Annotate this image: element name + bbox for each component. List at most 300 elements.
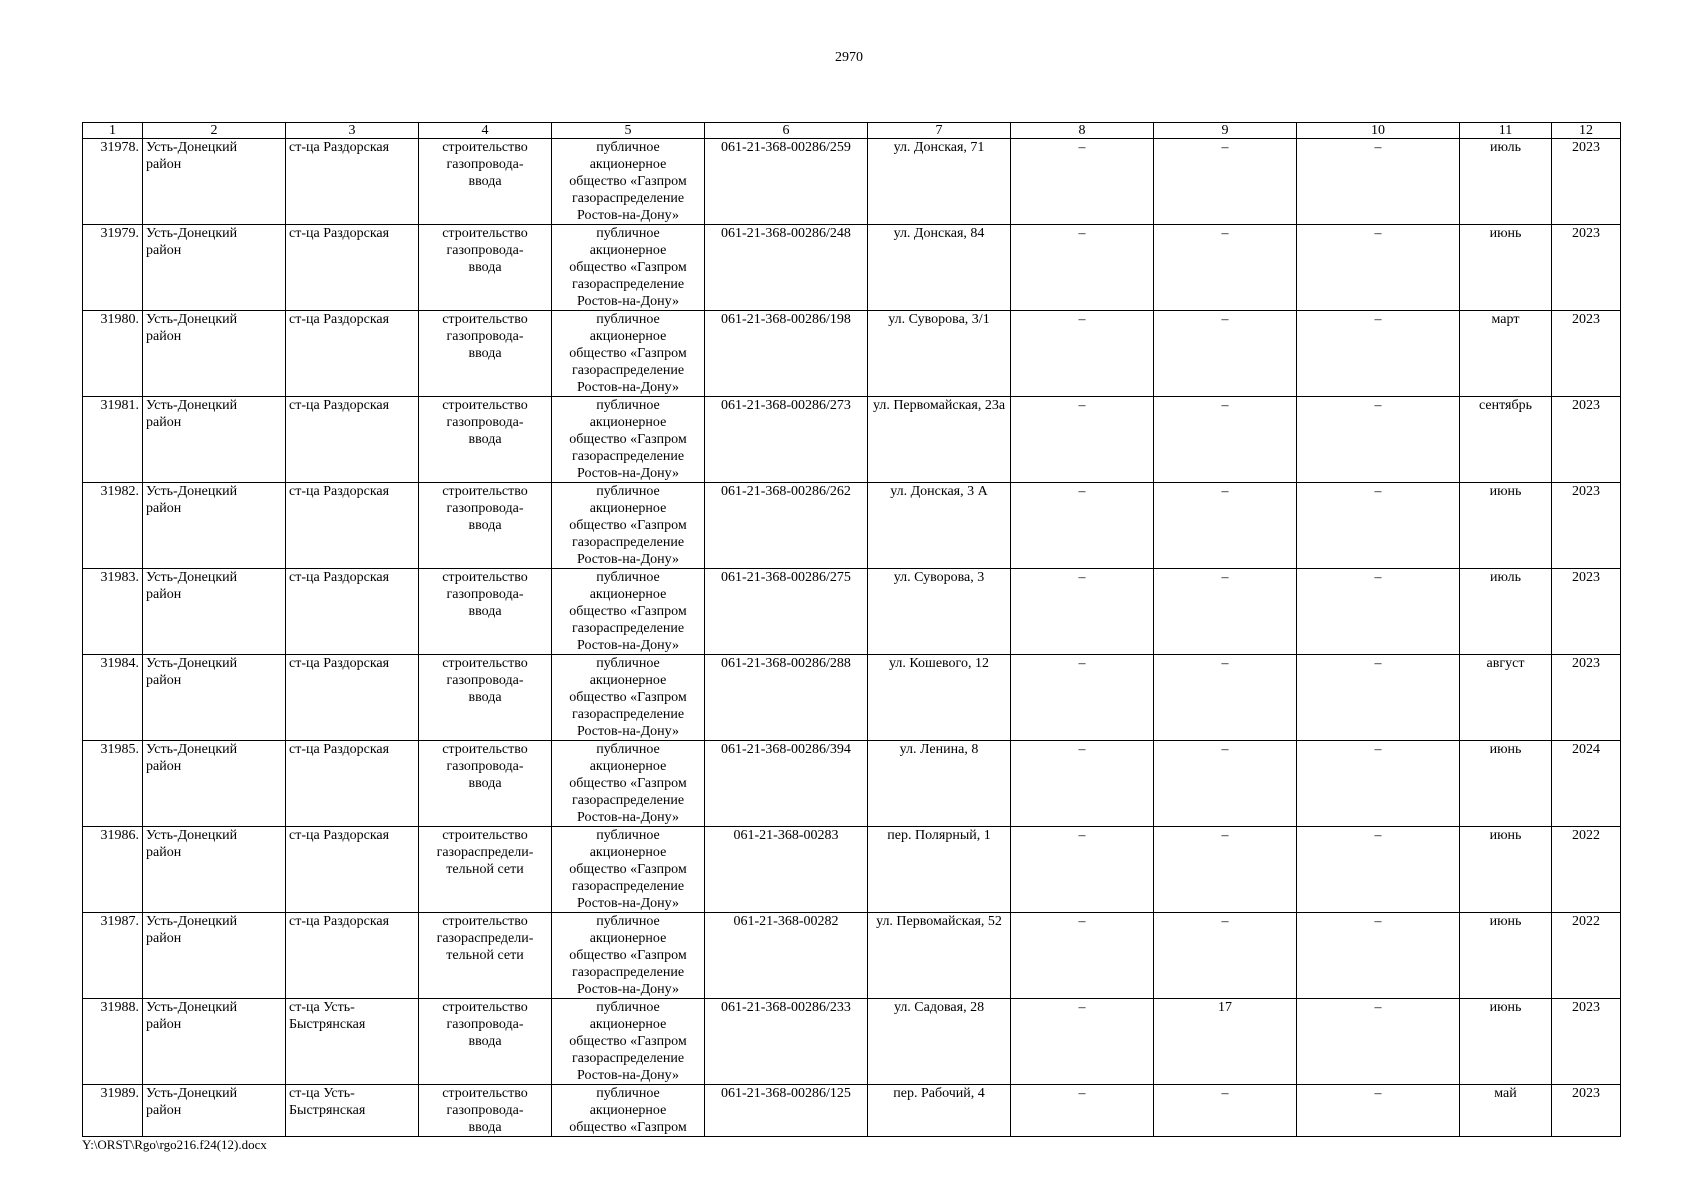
row-number-cell: 31981. [83,397,143,483]
work-type-cell-line: тельной сети [446,862,524,877]
organization-cell-line: газораспределение [571,277,685,292]
district-cell-line: район [146,587,182,602]
district-cell [143,225,286,311]
organization-cell-line: газораспределение [571,1051,685,1066]
organization-cell [552,569,705,655]
column-header: 5 [552,123,705,139]
district-cell [143,397,286,483]
organization-cell-line: Ростов-на-Дону» [577,810,679,825]
organization-cell-line: публичное [596,570,660,585]
address-cell: ул. Донская, 3 А [868,483,1011,569]
organization-cell [552,655,705,741]
column-8-cell: – [1011,397,1154,483]
settlement-cell [286,139,419,225]
district-cell [143,741,286,827]
organization-cell-line: общество «Газпром [569,346,687,361]
work-type-cell-line: строительство [442,1000,528,1015]
column-9-cell: – [1154,913,1297,999]
column-10-cell: – [1297,1085,1460,1137]
district-cell-line: район [146,329,182,344]
work-type-cell-line: строительство [442,828,528,843]
organization-cell-line: газораспределение [571,879,685,894]
object-code-cell: 061-21-368-00286/198 [705,311,868,397]
organization-cell-line: общество «Газпром [569,776,687,791]
column-8-cell: – [1011,483,1154,569]
column-8-cell: – [1011,225,1154,311]
year-cell: 2023 [1552,311,1621,397]
column-8-cell: – [1011,999,1154,1085]
settlement-cell-line: ст-ца Раздорская [289,226,390,241]
organization-cell-line: общество «Газпром [569,1120,687,1135]
row-number-cell: 31982. [83,483,143,569]
organization-cell-line: акционерное [589,673,667,688]
district-cell-line: Усть-Донецкий [146,656,238,671]
year-cell: 2023 [1552,569,1621,655]
footer-file-path: Y:\ORST\Rgo\rgo216.f24(12).docx [82,1137,267,1152]
settlement-cell-line: ст-ца Раздорская [289,140,390,155]
object-code-cell: 061-21-368-00286/275 [705,569,868,655]
work-type-cell [419,1085,552,1137]
column-header: 8 [1011,123,1154,139]
district-cell-line: Усть-Донецкий [146,312,238,327]
address-cell: пер. Рабочий, 4 [868,1085,1011,1137]
organization-cell-line: акционерное [589,329,667,344]
month-cell: июнь [1460,741,1552,827]
work-type-cell-line: строительство [442,656,528,671]
organization-cell [552,913,705,999]
object-code-cell: 061-21-368-00286/288 [705,655,868,741]
settlement-cell-line: ст-ца Раздорская [289,914,390,929]
row-number-cell: 31986. [83,827,143,913]
column-8-cell: – [1011,827,1154,913]
settlement-cell [286,569,419,655]
table-row [83,913,1621,999]
address-cell: ул. Суворова, 3/1 [868,311,1011,397]
month-cell: июнь [1460,225,1552,311]
year-cell: 2022 [1552,913,1621,999]
work-type-cell [419,397,552,483]
organization-cell-line: акционерное [589,931,667,946]
table-row [83,397,1621,483]
district-cell [143,311,286,397]
work-type-cell-line: ввода [468,346,502,361]
organization-cell-line: акционерное [589,759,667,774]
organization-cell [552,311,705,397]
column-10-cell: – [1297,311,1460,397]
work-type-cell-line: строительство [442,140,528,155]
work-type-cell-line: газопровода- [446,587,524,602]
row-number-cell: 31987. [83,913,143,999]
month-cell: июнь [1460,999,1552,1085]
settlement-cell [286,397,419,483]
work-type-cell [419,483,552,569]
organization-cell-line: акционерное [589,157,667,172]
object-code-cell: 061-21-368-00286/394 [705,741,868,827]
organization-cell [552,999,705,1085]
organization-cell-line: публичное [596,140,660,155]
address-cell: ул. Первомайская, 23а [868,397,1011,483]
work-type-cell-line: ввода [468,518,502,533]
organization-cell-line: акционерное [589,501,667,516]
work-type-cell-line: газораспредели- [436,845,534,860]
organization-cell-line: Ростов-на-Дону» [577,896,679,911]
address-cell: ул. Донская, 71 [868,139,1011,225]
district-cell-line: район [146,759,182,774]
work-type-cell-line: газопровода- [446,501,524,516]
column-header: 7 [868,123,1011,139]
organization-cell-line: газораспределение [571,621,685,636]
work-type-cell-line: строительство [442,398,528,413]
organization-cell-line: публичное [596,312,660,327]
registry-table [82,122,1621,1137]
work-type-cell-line: ввода [468,604,502,619]
organization-cell-line: общество «Газпром [569,1034,687,1049]
month-cell: июль [1460,569,1552,655]
work-type-cell [419,569,552,655]
organization-cell-line: акционерное [589,243,667,258]
month-cell: июль [1460,139,1552,225]
column-10-cell: – [1297,139,1460,225]
row-number-cell: 31989. [83,1085,143,1137]
work-type-cell-line: строительство [442,484,528,499]
organization-cell-line: Ростов-на-Дону» [577,380,679,395]
year-cell: 2023 [1552,1085,1621,1137]
month-cell: март [1460,311,1552,397]
column-9-cell: – [1154,225,1297,311]
district-cell-line: Усть-Донецкий [146,742,238,757]
column-header: 1 [83,123,143,139]
organization-cell-line: Ростов-на-Дону» [577,982,679,997]
column-10-cell: – [1297,827,1460,913]
district-cell-line: Усть-Донецкий [146,484,238,499]
address-cell: ул. Ленина, 8 [868,741,1011,827]
settlement-cell [286,913,419,999]
column-9-cell: 17 [1154,999,1297,1085]
district-cell-line: район [146,415,182,430]
district-cell-line: Усть-Донецкий [146,1000,238,1015]
district-cell [143,827,286,913]
column-9-cell: – [1154,139,1297,225]
work-type-cell-line: ввода [468,1120,502,1135]
work-type-cell-line: строительство [442,914,528,929]
district-cell-line: район [146,1017,182,1032]
work-type-cell-line: строительство [442,742,528,757]
organization-cell-line: акционерное [589,845,667,860]
object-code-cell: 061-21-368-00286/262 [705,483,868,569]
object-code-cell: 061-21-368-00286/273 [705,397,868,483]
organization-cell-line: Ростов-на-Дону» [577,724,679,739]
settlement-cell-line: ст-ца Раздорская [289,570,390,585]
district-cell [143,1085,286,1137]
work-type-cell-line: газопровода- [446,415,524,430]
work-type-cell [419,311,552,397]
organization-cell-line: публичное [596,484,660,499]
settlement-cell-line: Быстрянская [289,1103,366,1118]
month-cell: июнь [1460,913,1552,999]
settlement-cell [286,655,419,741]
settlement-cell-line: ст-ца Раздорская [289,742,390,757]
column-9-cell: – [1154,569,1297,655]
column-header: 12 [1552,123,1621,139]
district-cell [143,569,286,655]
object-code-cell: 061-21-368-00282 [705,913,868,999]
column-8-cell: – [1011,741,1154,827]
organization-cell-line: Ростов-на-Дону» [577,208,679,223]
page-number: 2970 [835,50,863,65]
organization-cell-line: общество «Газпром [569,862,687,877]
district-cell-line: район [146,845,182,860]
address-cell: ул. Донская, 84 [868,225,1011,311]
district-cell-line: район [146,157,182,172]
column-10-cell: – [1297,225,1460,311]
district-cell [143,655,286,741]
organization-cell-line: публичное [596,1000,660,1015]
address-cell: ул. Суворова, 3 [868,569,1011,655]
address-cell: ул. Садовая, 28 [868,999,1011,1085]
year-cell: 2023 [1552,483,1621,569]
organization-cell-line: акционерное [589,415,667,430]
district-cell-line: район [146,673,182,688]
table-row [83,483,1621,569]
district-cell [143,999,286,1085]
work-type-cell-line: газопровода- [446,243,524,258]
settlement-cell-line: ст-ца Раздорская [289,398,390,413]
work-type-cell-line: строительство [442,312,528,327]
column-header-row [83,123,1621,139]
column-9-cell: – [1154,655,1297,741]
settlement-cell-line: Быстрянская [289,1017,366,1032]
row-number-cell: 31984. [83,655,143,741]
column-8-cell: – [1011,569,1154,655]
district-cell-line: район [146,931,182,946]
work-type-cell-line: газораспредели- [436,931,534,946]
organization-cell-line: публичное [596,656,660,671]
column-9-cell: – [1154,827,1297,913]
organization-cell-line: общество «Газпром [569,432,687,447]
organization-cell-line: газораспределение [571,363,685,378]
organization-cell [552,827,705,913]
table-row [83,655,1621,741]
district-cell-line: Усть-Донецкий [146,398,238,413]
year-cell: 2023 [1552,397,1621,483]
district-cell-line: район [146,501,182,516]
organization-cell-line: газораспределение [571,449,685,464]
object-code-cell: 061-21-368-00286/125 [705,1085,868,1137]
column-10-cell: – [1297,655,1460,741]
work-type-cell-line: строительство [442,226,528,241]
column-10-cell: – [1297,569,1460,655]
organization-cell-line: газораспределение [571,965,685,980]
column-8-cell: – [1011,1085,1154,1137]
row-number-cell: 31985. [83,741,143,827]
settlement-cell-line: ст-ца Раздорская [289,312,390,327]
address-cell: пер. Полярный, 1 [868,827,1011,913]
district-cell-line: Усть-Донецкий [146,1086,238,1101]
table-row [83,1085,1621,1137]
organization-cell-line: общество «Газпром [569,948,687,963]
work-type-cell-line: ввода [468,260,502,275]
month-cell: сентябрь [1460,397,1552,483]
work-type-cell-line: строительство [442,570,528,585]
settlement-cell-line: ст-ца Раздорская [289,484,390,499]
organization-cell-line: публичное [596,828,660,843]
work-type-cell-line: газопровода- [446,759,524,774]
column-header: 9 [1154,123,1297,139]
month-cell: июнь [1460,483,1552,569]
address-cell: ул. Первомайская, 52 [868,913,1011,999]
district-cell-line: район [146,1103,182,1118]
district-cell [143,913,286,999]
column-9-cell: – [1154,1085,1297,1137]
column-9-cell: – [1154,311,1297,397]
address-cell: ул. Кошевого, 12 [868,655,1011,741]
work-type-cell [419,741,552,827]
work-type-cell [419,827,552,913]
table-row [83,827,1621,913]
organization-cell-line: Ростов-на-Дону» [577,552,679,567]
work-type-cell-line: ввода [468,776,502,791]
object-code-cell: 061-21-368-00286/259 [705,139,868,225]
column-9-cell: – [1154,483,1297,569]
settlement-cell-line: ст-ца Раздорская [289,828,390,843]
column-9-cell: – [1154,741,1297,827]
settlement-cell [286,483,419,569]
organization-cell-line: газораспределение [571,793,685,808]
organization-cell-line: газораспределение [571,707,685,722]
work-type-cell-line: газопровода- [446,1017,524,1032]
column-header: 3 [286,123,419,139]
organization-cell-line: Ростов-на-Дону» [577,638,679,653]
organization-cell [552,139,705,225]
column-8-cell: – [1011,139,1154,225]
table-row [83,311,1621,397]
work-type-cell-line: ввода [468,690,502,705]
table-row [83,139,1621,225]
row-number-cell: 31980. [83,311,143,397]
settlement-cell [286,999,419,1085]
settlement-cell [286,827,419,913]
month-cell: август [1460,655,1552,741]
work-type-cell-line: ввода [468,432,502,447]
column-header: 10 [1297,123,1460,139]
table-body [83,123,1621,1137]
row-number-cell: 31979. [83,225,143,311]
year-cell: 2023 [1552,999,1621,1085]
work-type-cell-line: газопровода- [446,329,524,344]
row-number-cell: 31988. [83,999,143,1085]
year-cell: 2023 [1552,139,1621,225]
organization-cell-line: публичное [596,914,660,929]
column-header: 11 [1460,123,1552,139]
organization-cell-line: общество «Газпром [569,690,687,705]
work-type-cell [419,225,552,311]
settlement-cell-line: ст-ца Раздорская [289,656,390,671]
district-cell-line: район [146,243,182,258]
column-header: 4 [419,123,552,139]
row-number-cell: 31983. [83,569,143,655]
district-cell-line: Усть-Донецкий [146,140,238,155]
district-cell-line: Усть-Донецкий [146,226,238,241]
column-10-cell: – [1297,741,1460,827]
organization-cell-line: общество «Газпром [569,260,687,275]
organization-cell-line: общество «Газпром [569,604,687,619]
work-type-cell-line: ввода [468,174,502,189]
table-row [83,999,1621,1085]
year-cell: 2023 [1552,225,1621,311]
work-type-cell-line: газопровода- [446,157,524,172]
work-type-cell [419,655,552,741]
column-8-cell: – [1011,655,1154,741]
organization-cell [552,483,705,569]
column-8-cell: – [1011,311,1154,397]
column-10-cell: – [1297,999,1460,1085]
settlement-cell [286,1085,419,1137]
work-type-cell-line: газопровода- [446,1103,524,1118]
object-code-cell: 061-21-368-00286/248 [705,225,868,311]
organization-cell-line: Ростов-на-Дону» [577,1068,679,1083]
work-type-cell [419,139,552,225]
row-number-cell: 31978. [83,139,143,225]
district-cell-line: Усть-Донецкий [146,828,238,843]
organization-cell-line: публичное [596,226,660,241]
organization-cell-line: Ростов-на-Дону» [577,466,679,481]
organization-cell [552,397,705,483]
organization-cell [552,1085,705,1137]
settlement-cell [286,311,419,397]
work-type-cell-line: строительство [442,1086,528,1101]
organization-cell-line: общество «Газпром [569,518,687,533]
column-9-cell: – [1154,397,1297,483]
column-8-cell: – [1011,913,1154,999]
district-cell [143,483,286,569]
organization-cell-line: общество «Газпром [569,174,687,189]
work-type-cell-line: тельной сети [446,948,524,963]
object-code-cell: 061-21-368-00283 [705,827,868,913]
table-row [83,569,1621,655]
column-10-cell: – [1297,397,1460,483]
year-cell: 2024 [1552,741,1621,827]
column-header: 2 [143,123,286,139]
month-cell: июнь [1460,827,1552,913]
organization-cell-line: публичное [596,1086,660,1101]
work-type-cell-line: газопровода- [446,673,524,688]
column-10-cell: – [1297,913,1460,999]
organization-cell-line: публичное [596,742,660,757]
organization-cell [552,741,705,827]
year-cell: 2023 [1552,655,1621,741]
settlement-cell-line: ст-ца Усть- [289,1086,355,1101]
organization-cell-line: акционерное [589,1017,667,1032]
work-type-cell [419,999,552,1085]
year-cell: 2022 [1552,827,1621,913]
work-type-cell-line: ввода [468,1034,502,1049]
object-code-cell: 061-21-368-00286/233 [705,999,868,1085]
settlement-cell-line: ст-ца Усть- [289,1000,355,1015]
settlement-cell [286,225,419,311]
organization-cell-line: Ростов-на-Дону» [577,294,679,309]
organization-cell-line: акционерное [589,587,667,602]
table-row [83,741,1621,827]
district-cell [143,139,286,225]
organization-cell-line: акционерное [589,1103,667,1118]
district-cell-line: Усть-Донецкий [146,914,238,929]
work-type-cell [419,913,552,999]
organization-cell-line: газораспределение [571,191,685,206]
district-cell-line: Усть-Донецкий [146,570,238,585]
table-row [83,225,1621,311]
month-cell: май [1460,1085,1552,1137]
organization-cell-line: публичное [596,398,660,413]
